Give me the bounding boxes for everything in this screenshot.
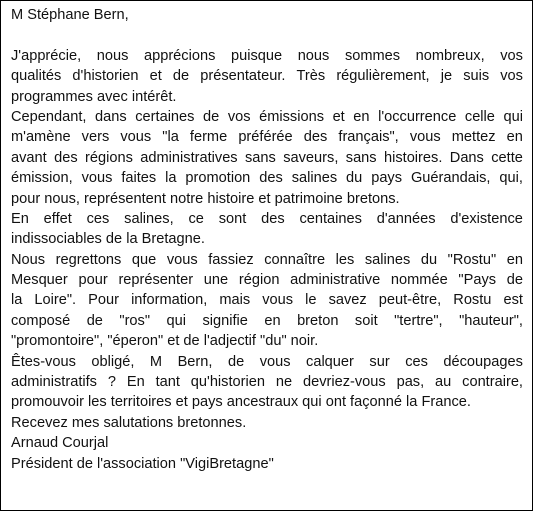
word: nommée — [390, 272, 448, 289]
paragraph-decoupages — [11, 352, 523, 413]
word: en — [264, 312, 281, 329]
word: la — [11, 292, 23, 309]
word: signifie — [202, 312, 248, 329]
word: les — [335, 251, 355, 268]
word: du — [346, 170, 363, 187]
letter-line: Recevez mes salutations bretonnes. — [11, 414, 247, 431]
word: émission, — [11, 170, 73, 187]
word: vous — [259, 353, 291, 370]
letter-line — [11, 107, 523, 127]
word: l'occurrence — [378, 108, 457, 125]
word: tant — [155, 374, 180, 391]
word: effet — [43, 210, 72, 227]
word: "ros" — [119, 312, 151, 329]
paragraph-rostu — [11, 250, 523, 352]
word: ? — [107, 374, 116, 391]
letter-line: pour nous, représentent notre histoire et patrimoine bretons. — [11, 190, 400, 207]
word: en — [353, 108, 370, 125]
word: regrettons — [55, 251, 122, 268]
letter-line — [11, 290, 523, 310]
letter-line — [11, 66, 523, 86]
word: Bern, — [177, 353, 213, 370]
word: des — [303, 129, 328, 146]
word: nous — [297, 47, 330, 64]
word: mais — [219, 292, 251, 309]
word: français", — [338, 129, 399, 146]
word: pour — [78, 272, 108, 289]
word: des — [54, 149, 78, 166]
word: Très — [296, 68, 326, 85]
word: mettez — [451, 129, 496, 146]
word: celle — [464, 108, 495, 125]
letter-line — [11, 372, 523, 392]
word: découpages — [443, 353, 523, 370]
word: pas, — [396, 374, 425, 391]
word: "Pays — [458, 272, 497, 289]
word: centaines — [299, 210, 362, 227]
word: "Rostu" — [447, 251, 497, 268]
word: soit — [354, 312, 378, 329]
word: saveurs, — [283, 149, 339, 166]
word: promotion — [185, 170, 251, 187]
word: préférée — [238, 129, 293, 146]
letter-line: programmes avec intérêt. — [11, 88, 177, 105]
word: est — [503, 292, 523, 309]
word: qui — [503, 108, 523, 125]
word: En — [126, 374, 145, 391]
word: salines — [291, 170, 338, 187]
word: ces — [405, 353, 428, 370]
word: région — [238, 272, 280, 289]
word: administratifs — [11, 374, 97, 391]
word: de — [506, 272, 523, 289]
word: régions — [85, 149, 133, 166]
letter-line — [11, 127, 523, 147]
word: Rostu — [453, 292, 492, 309]
signature-name: Arnaud Courjal — [11, 435, 109, 452]
word: qualités — [11, 68, 62, 85]
word: vous — [120, 129, 152, 146]
signature-title: Président de l'association "VigiBretagne" — [11, 455, 274, 472]
word: représenter — [118, 272, 194, 289]
word: sur — [369, 353, 390, 370]
word: et — [332, 108, 345, 125]
word: d'historien — [72, 68, 139, 85]
paragraph-ferme-preferee — [11, 107, 523, 209]
word: "tertre", — [394, 312, 443, 329]
paragraph-closing — [11, 413, 523, 433]
word: le — [305, 292, 317, 309]
word: savez — [328, 292, 367, 309]
blank-line — [11, 25, 523, 45]
word: Dans — [449, 149, 484, 166]
word: salines — [364, 251, 411, 268]
word: fassiez — [208, 251, 254, 268]
word: administrative — [290, 272, 381, 289]
word: des — [261, 210, 285, 227]
word: sans — [245, 149, 276, 166]
word: de — [86, 312, 103, 329]
word: avant — [11, 149, 47, 166]
word: vers — [81, 129, 110, 146]
letter-line — [11, 250, 523, 270]
word: connaître — [264, 251, 326, 268]
letter-body — [11, 5, 523, 474]
word: ces — [86, 210, 110, 227]
word: En — [11, 210, 29, 227]
word: breton — [297, 312, 339, 329]
word: vos — [500, 47, 523, 64]
word: qu'historien — [190, 374, 265, 391]
letter-line: promouvoir les territoires et pays ancestraux qui ont façonné la France. — [11, 394, 471, 411]
word: au — [435, 374, 452, 391]
word: M — [149, 353, 163, 370]
word: ce — [188, 210, 204, 227]
letter-line — [11, 270, 523, 290]
word: que — [131, 251, 157, 268]
letter-line — [11, 168, 523, 188]
word: vous — [262, 292, 294, 309]
letter-paragraphs — [11, 46, 523, 433]
word: sont — [218, 210, 247, 227]
word: histoires. — [383, 149, 443, 166]
word: obligé, — [91, 353, 135, 370]
word: en — [506, 129, 523, 146]
word: Êtes-vous — [11, 353, 76, 370]
word: nombreux, — [415, 47, 485, 64]
salutation: M Stéphane Bern, — [11, 7, 129, 23]
word: "hauteur", — [459, 312, 523, 329]
letter-line — [11, 148, 523, 168]
word: m'amène — [11, 129, 71, 146]
word: des — [259, 170, 283, 187]
word: Loire". — [34, 292, 77, 309]
word: émissions — [259, 108, 324, 125]
word: suis — [463, 68, 490, 85]
word: administratives — [140, 149, 238, 166]
word: J'apprécie, — [11, 47, 82, 64]
word: vous — [81, 170, 113, 187]
word: puisque — [230, 47, 283, 64]
word: je — [440, 68, 453, 85]
word: Mesquer — [11, 272, 68, 289]
word: d'années — [376, 210, 436, 227]
word: apprécions — [143, 47, 216, 64]
word: de — [227, 353, 245, 370]
word: et — [149, 68, 162, 85]
word: ferme — [189, 129, 228, 146]
word: de — [203, 108, 220, 125]
word: peut-être, — [378, 292, 442, 309]
letter-line — [11, 46, 523, 66]
word: du — [420, 251, 438, 268]
word: nous — [96, 47, 129, 64]
word: devriez-vous — [302, 374, 386, 391]
word: vos — [500, 68, 523, 85]
word: information, — [131, 292, 208, 309]
word: présentateur. — [200, 68, 286, 85]
word: d'existence — [450, 210, 523, 227]
word: certaines — [135, 108, 195, 125]
word: vos — [227, 108, 251, 125]
word: faites — [121, 170, 157, 187]
word: cette — [491, 149, 523, 166]
word: ne — [275, 374, 293, 391]
letter-line: indissociables de la Bretagne. — [11, 231, 205, 248]
word: en — [506, 251, 523, 268]
word: sans — [345, 149, 377, 166]
word: sommes — [344, 47, 401, 64]
word: qui — [166, 312, 186, 329]
word: Pour — [88, 292, 119, 309]
word: composé — [11, 312, 71, 329]
word: vous — [166, 251, 198, 268]
word: Nous — [11, 251, 46, 268]
word: "la — [162, 129, 179, 146]
word: Cependant, — [11, 108, 87, 125]
paragraph-salines — [11, 209, 523, 250]
word: une — [203, 272, 229, 289]
word: Guérandais, — [410, 170, 491, 187]
word: qui, — [499, 170, 523, 187]
word: pays — [371, 170, 403, 187]
word: vous — [409, 129, 441, 146]
word: régulièrement, — [336, 68, 430, 85]
word: dans — [95, 108, 127, 125]
word: la — [165, 170, 177, 187]
word: calquer — [306, 353, 354, 370]
word: salines, — [124, 210, 174, 227]
paragraph-appreciation — [11, 46, 523, 107]
word: contraire, — [462, 374, 523, 391]
letter-line — [11, 209, 523, 229]
letter-line — [11, 311, 523, 331]
word: de — [172, 68, 190, 85]
letter-line: "promontoire", "éperon" et de l'adjectif "du" noir. — [11, 333, 319, 350]
letter-line — [11, 352, 523, 372]
